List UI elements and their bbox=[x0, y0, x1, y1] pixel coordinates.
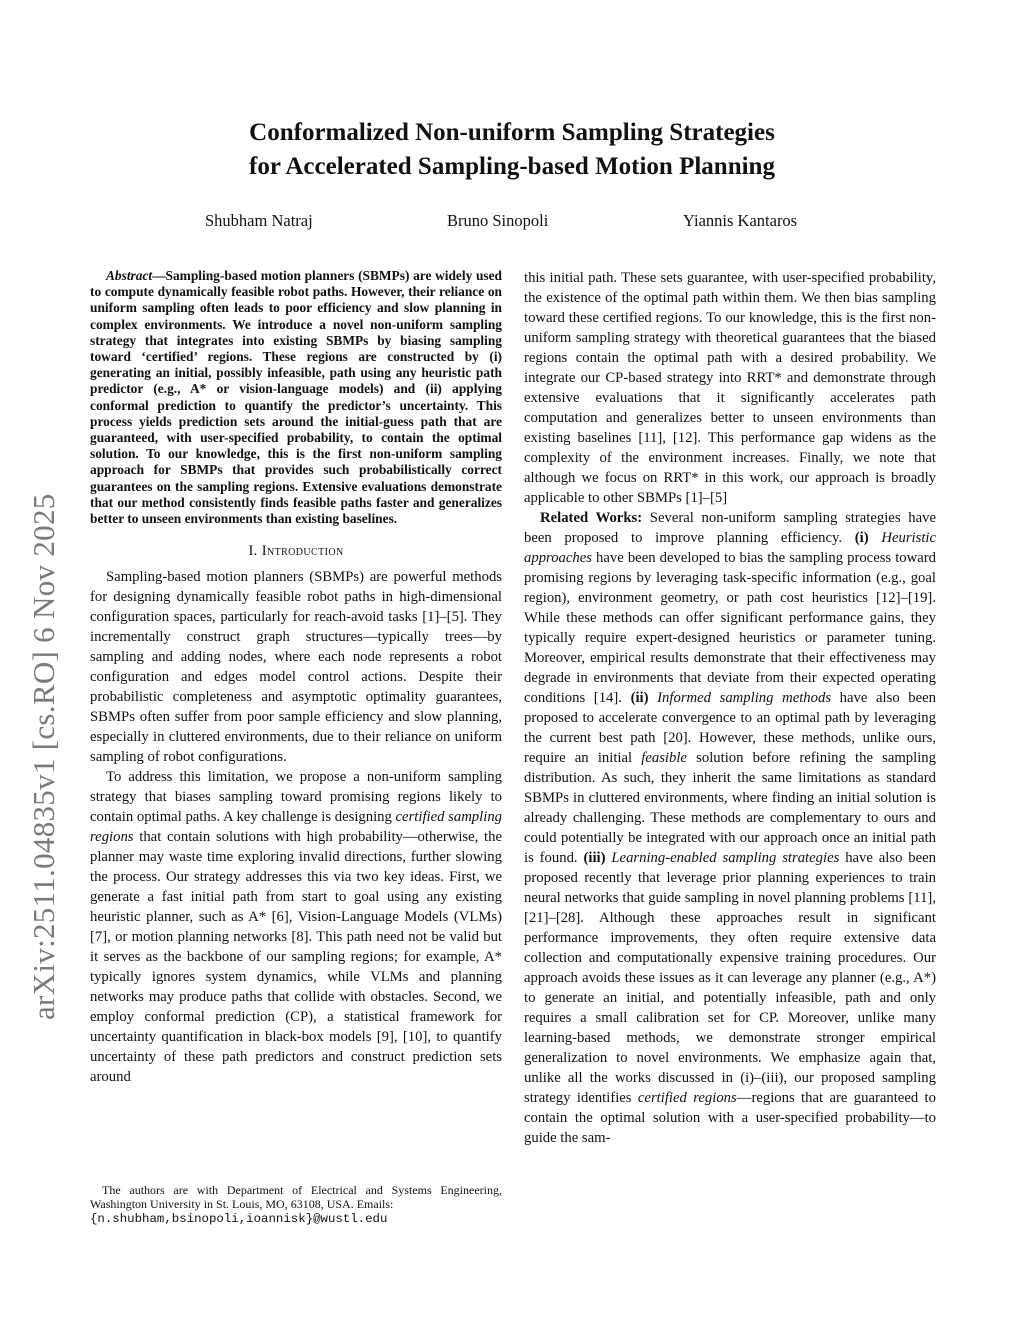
arxiv-id-text: arXiv:2511.04835v1 [cs.RO] 6 Nov 2025 bbox=[26, 493, 61, 1020]
related-works-paragraph bbox=[524, 508, 936, 1148]
emphasis-text: feasible bbox=[641, 750, 687, 766]
emphasis-text: Learning-enabled sampling strategies bbox=[611, 850, 840, 866]
body-text: have also been proposed recently that leverage prior planning experiences to train neural networks that guide sampling in novel planning problems [11], [21]–[28]. Although these approaches result in significant performance improvements, they often require extensive data collection and computationally expensive training procedures. Our approach avoids these issues as it can leverage any planner (e.g., A*) to generate an initial, and potentially infeasible, path and only requires a small calibration set for CP. Moreover, unlike many learning-based methods, we demonstrate stronger empirical generalization to novel environments. We emphasize again that, unlike all the works discussed in (i)–(iii), our proposed sampling strategy identifies bbox=[524, 850, 937, 1106]
affiliation-footnote bbox=[90, 1183, 502, 1226]
right-column bbox=[524, 268, 936, 1148]
body-text: have also been proposed to accelerate convergence to an optimal path by leveraging the current best path [20]. However, these methods, unlike ours, require an initial bbox=[524, 690, 936, 766]
intro-paragraph-1: Sampling-based motion planners (SBMPs) are powerful methods for designing dynamically feasible robot paths in high-dimensional configuration spaces, particularly for reach-avoid tasks [1]–[5]. They incrementally construct graph structures—typically trees—by sampling and adding nodes, where each node represents a robot configuration and edges model control actions. Despite their probabilistic completeness and asymptotic optimality guarantees, SBMPs often suffer from poor sample efficiency and slow planning, especially in cluttered environments, due to their reliance on uniform sampling of robot configurations. bbox=[90, 569, 502, 766]
abstract-label: Abstract bbox=[106, 268, 153, 283]
intro-continuation-paragraph: this initial path. These sets guarantee, with user-specified probability, the existence of the optimal path within them. We then bias sampling toward these certified regions. To our knowledge, this is the first non-uniform sampling strategy with theoretical guarantees that the biased regions contain the optimal path with a desired probability. We integrate our CP-based strategy into RRT* and demonstrate through extensive evaluations that it significantly accelerates path computation and generalizes better to unseen environments than existing baselines [11], [12]. This performance gap widens as the complexity of the environment increases. Finally, we note that although we focus on RRT* in this work, our approach is broadly applicable to other SBMPs [1]–[5] bbox=[524, 270, 936, 506]
intro-text: that contain solutions with high probability—otherwise, the planner may waste time exploring invalid directions, further slowing the process. Our strategy addresses this via two key ideas. First, we generate a fast initial path from start to goal using any existing heuristic planner, such as A* [6], Vision-Language Models (VLMs) [7], or motion planning networks [8]. This path need not be valid but it serves as the backbone of our sampling regions; for example, A* typically ignores system dynamics, while VLMs and planning networks may produce paths that collide with obstacles. Second, we employ conformal prediction (CP), a statistical framework for uncertainty quantification in black-box models [9], [10], to quantify uncertainty of these path predictors and construct prediction sets around bbox=[90, 829, 502, 1086]
abstract bbox=[90, 268, 502, 527]
author-name: Shubham Natraj bbox=[205, 211, 313, 230]
enum-label: (i) bbox=[854, 530, 869, 546]
title-line-2: for Accelerated Sampling-based Motion Planning bbox=[249, 153, 775, 180]
arxiv-identifier-stamp bbox=[14, 240, 66, 1020]
intro-text: To address this limitation, we propose a non-uniform sampling strategy that biases sampling toward promising regions likely to contain optimal paths. A key challenge is designing bbox=[90, 769, 502, 826]
left-column bbox=[90, 268, 502, 1087]
emphasis-text: certified sampling regions bbox=[90, 809, 503, 846]
body-text: solution before refining the sampling distribution. As such, they inherit the same limitations as standard SBMPs in cluttered environments, where finding an initial solution is already challenging. These methods are complementary to ours and could potentially be integrated with our approach once an initial path is found. bbox=[524, 750, 936, 866]
section-heading-introduction: I. Introduction bbox=[248, 543, 344, 560]
emphasis-text: certified regions bbox=[637, 1090, 737, 1106]
title-line-1: Conformalized Non-uniform Sampling Strategies bbox=[249, 119, 775, 146]
enum-label: (iii) bbox=[583, 850, 606, 866]
footnote-affiliation: The authors are with Department of Electrical and Systems Engineering, Washington University in St. Louis, MO, 63108, USA. Emails: bbox=[90, 1183, 502, 1211]
body-text: have been developed to bias the sampling process toward promising regions by leveraging task-specific information (e.g., goal region), environment geometry, or path cost heuristics [12]–[19]. While these methods can offer significant performance gains, they typically require expert-designed heuristics or parameter tuning. Moreover, empirical results demonstrate that their effectiveness may degrade in environments that deviate from their expected operating conditions [14]. bbox=[524, 550, 936, 706]
emphasis-text: Informed sampling methods bbox=[657, 690, 832, 706]
enum-label: (ii) bbox=[630, 690, 649, 706]
related-works-label: Related Works: bbox=[540, 510, 643, 526]
intro-paragraph-2 bbox=[90, 767, 502, 1087]
body-text: Several non-uniform sampling strategies have been proposed to improve planning efficiency. bbox=[524, 510, 936, 546]
emphasis-text: Heuristic approaches bbox=[524, 530, 937, 566]
abstract-text: Sampling-based motion planners (SBMPs) are widely used to compute dynamically feasible robot paths. However, their reliance on uniform sampling often leads to poor efficiency and slow planning in complex environments. We introduce a novel non-uniform sampling strategy that integrates into existing SBMPs by biasing sampling toward ‘certified’ regions. These regions are constructed by (i) generating an initial, possibly infeasible, path using any heuristic path predictor (e.g., A* or vision-language models) and (ii) applying conformal prediction to quantify the predictor’s uncertainty. This process yields prediction sets around the initial-guess path that are guaranteed, with user-specified probability, to contain the optimal solution. To our knowledge, this is the first non-uniform sampling approach for SBMPs that provides such probabilistically correct guarantees on the sampling regions. Extensive evaluations demonstrate that our method consistently finds feasible paths faster and generalizes better to unseen environments than existing baselines. bbox=[90, 268, 502, 527]
author-list bbox=[90, 211, 934, 235]
abstract-dash: — bbox=[152, 268, 166, 283]
footnote-text bbox=[90, 1183, 502, 1226]
body-text: —regions that are guaranteed to contain the optimal solution with a user-specified probability—to guide the sam- bbox=[524, 1090, 936, 1146]
author-emails: {n.shubham,bsinopoli,ioannisk}@wustl.edu bbox=[90, 1212, 388, 1226]
paper-title bbox=[90, 116, 934, 184]
author-name: Bruno Sinopoli bbox=[447, 211, 549, 230]
author-name: Yiannis Kantaros bbox=[683, 211, 798, 230]
